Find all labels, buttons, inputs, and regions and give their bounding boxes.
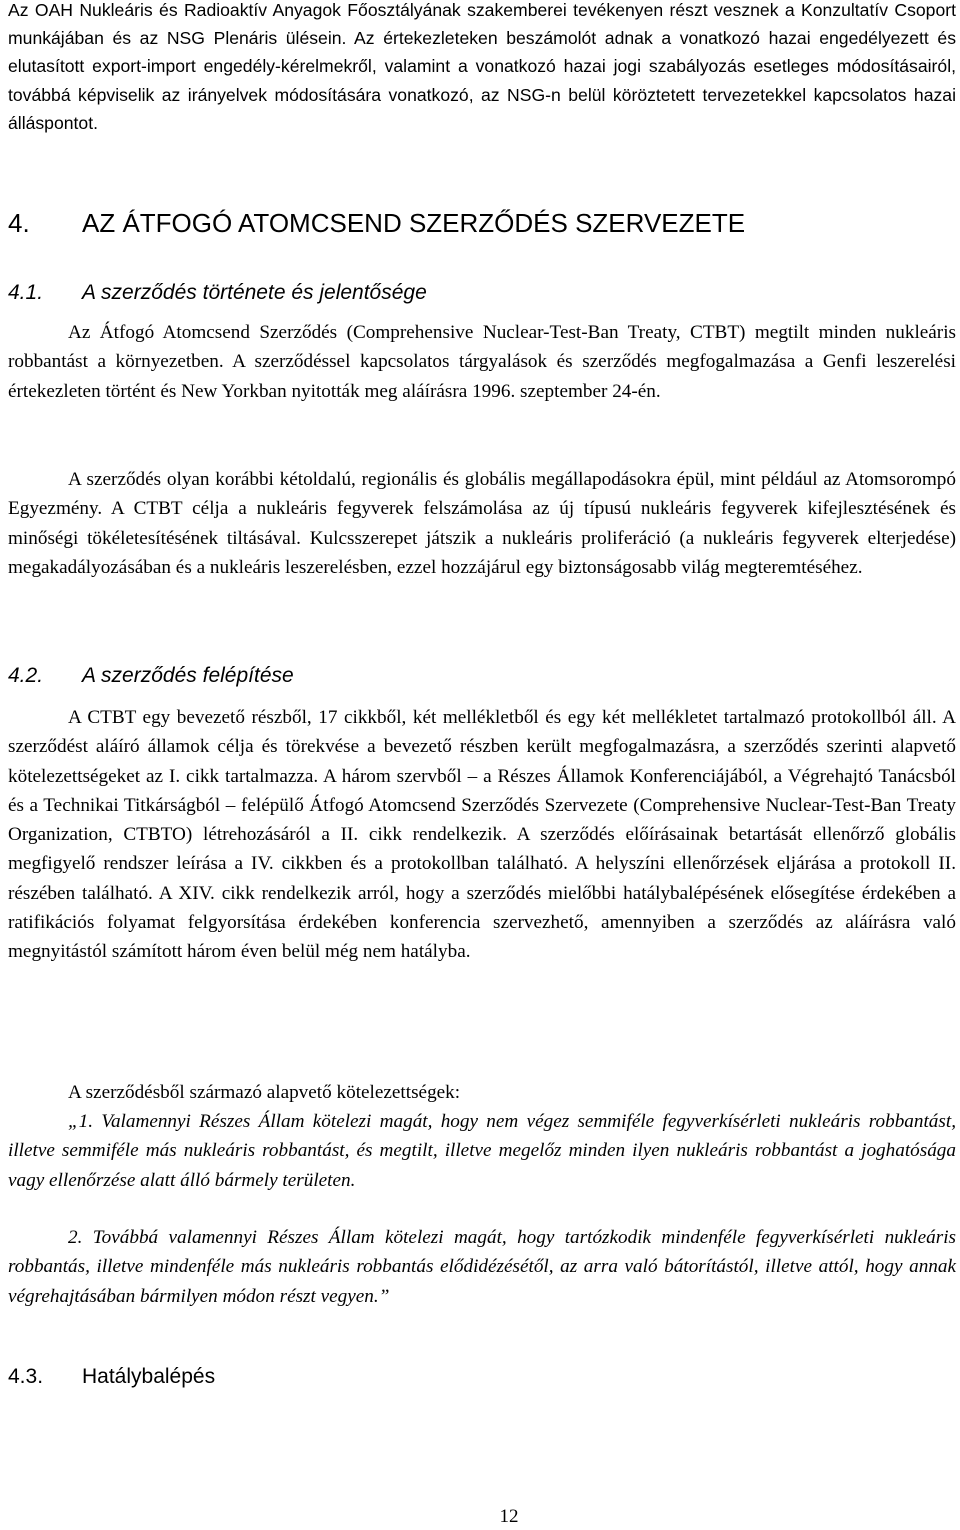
- subsection-heading-4-3: [8, 1364, 215, 1390]
- paragraph-4-2-a: A CTBT egy bevezető részből, 17 cikkből, két mellékletből és egy két mellékletet tartalmazó protokollból áll. A szerződést aláíró államok célja és törekvése a bevezető részben került megfogalmazásra, a szerződés szerinti alapvető kötelezettségeket az I. cikk tartalmazza. A három szervből – a Részes Államok Konferenciájából, a Végrehajtó Tanácsból és a Technikai Titkárságból – felépülő Átfogó Atomcsend Szerződés Szervezete (Comprehensive Nuclear-Test-Ban Treaty Organization, CTBTO) létrehozásáról a II. cikk rendelkezik. A szerződés előírásainak betartását ellenőrző globális megfigyelő rendszer leírása a IV. cikkben és a protokollban található. A helyszíni ellenőrzések eljárása a protokoll II. részében található. A XIV. cikk rendelkezik arról, hogy a szerződés mielőbbi hatálybalépésének elősegítése érdekében a ratifikációs folyamat felgyorsítása érdekében konferencia szervezhető, amennyiben a szerződés az aláírásra való megnyitástól számított három éven belül még nem hatályba.: [8, 707, 956, 963]
- paragraph-4-1-b: A szerződés olyan korábbi kétoldalú, regionális és globális megállapodásokra épül, mint például az Atomsorompó Egyezmény. A CTBT célja a nukleáris fegyverek felszámolása az új típusú nukleáris fegyverek kifejlesztésének és minőségi tökéletesítésének tiltásával. Kulcsszerepet játszik a nukleáris proliferáció (a nukleáris fegyverek elterjedése) megakadályozásában és a nukleáris leszerelésben, ezzel hozzájárul egy biztonságosabb világ megteremtéséhez.: [8, 469, 956, 578]
- subsection-number: 4.1.: [8, 281, 44, 304]
- subsection-title: Hatálybalépés: [82, 1365, 216, 1388]
- subsection-title: A szerződés története és jelentősége: [82, 281, 427, 304]
- subsection-number: 4.2.: [8, 664, 44, 687]
- section-number: 4.: [8, 208, 30, 238]
- subsection-number: 4.3.: [8, 1365, 44, 1388]
- paragraph-4-1-a: Az Átfogó Atomcsend Szerződés (Comprehensive Nuclear-Test-Ban Treaty, CTBT) megtilt minden nukleáris robbantást a környezetben. A szerződéssel kapcsolatos tárgyalások és szerződés megfogalmazása a Genfi leszerelési értekezleten történt és New Yorkban nyitották meg aláírásra 1996. szeptember 24-én.: [8, 322, 956, 402]
- subsection-heading-4-1: [8, 280, 427, 306]
- page-number: 12: [499, 1506, 519, 1527]
- quote-obligation-1: „1. Valamennyi Részes Állam kötelezi magát, hogy nem végez semmiféle fegyverkísérleti nukleáris robbantást, illetve semmiféle más nukleáris robbantást, és megtilt, illetve megelőz minden ilyen nukleáris robbantást a joghatósága vagy ellenőrzése alatt álló bármely területen.: [8, 1111, 956, 1191]
- intro-paragraph: Az OAH Nukleáris és Radioaktív Anyagok Főosztályának szakemberei tevékenyen részt vesznek a Konzultatív Csoport munkájában és az NSG Plenáris ülésein. Az értekezleteken beszámolót adnak a vonatkozó hazai engedélyezett és elutasított export-import engedély-kérelmekről, valamint a vonatkozó hazai jogi szabályozás esetleges módosításairól, továbbá képviselik az irányelvek módosítására vonatkozó, az NSG-n belül köröztetett tervezetekkel kapcsolatos hazai álláspontot.: [8, 0, 956, 133]
- section-title: AZ ÁTFOGÓ ATOMCSEND SZERZŐDÉS SZERVEZETE: [82, 208, 746, 238]
- subsection-title: A szerződés felépítése: [82, 664, 294, 687]
- section-heading: [8, 208, 745, 238]
- subsection-heading-4-2: [8, 663, 294, 689]
- quote-obligation-2: 2. Továbbá valamennyi Részes Állam kötelezi magát, hogy tartózkodik mindenféle fegyverkísérleti nukleáris robbantás, illetve mindenféle más nukleáris robbantás elődidézésétől, az arra való bátorítástól, illetve attól, hogy annak végrehajtásában bármilyen módon részt vegyen.”: [8, 1227, 956, 1307]
- document-page: [8, 0, 956, 1388]
- obligations-intro: A szerződésből származó alapvető kötelezettségek:: [68, 1082, 461, 1103]
